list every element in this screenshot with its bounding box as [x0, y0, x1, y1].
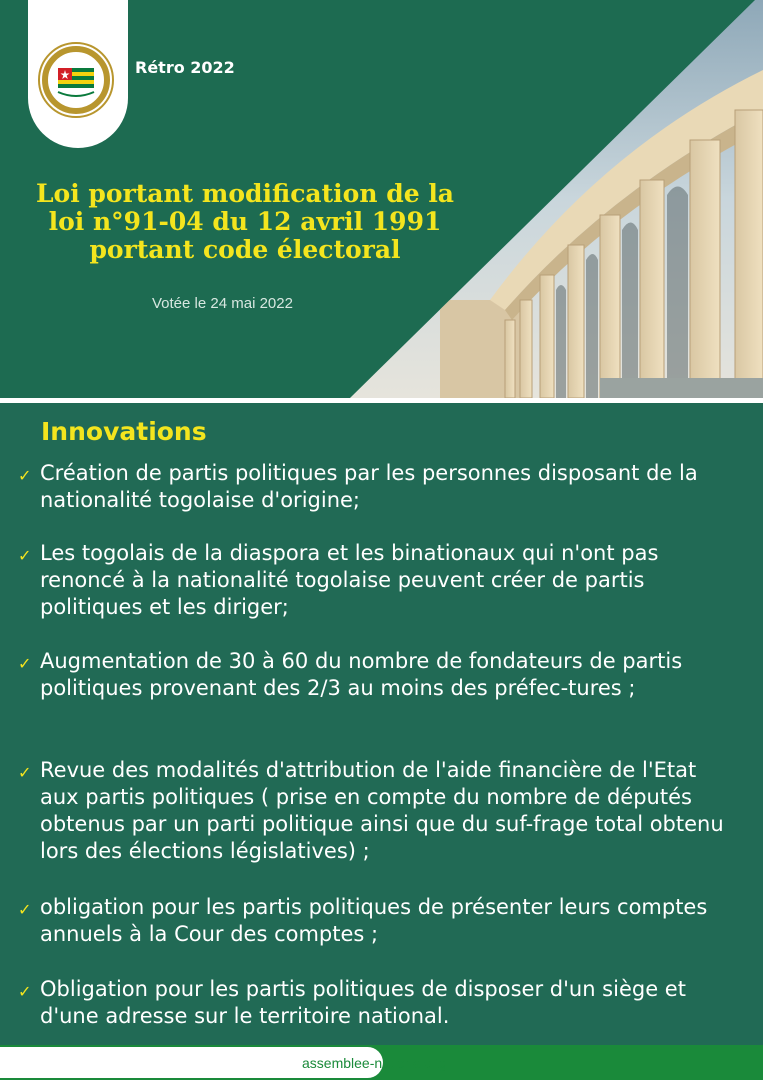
page-title: Loi portant modification de la loi n°91-04 du 12 avril 1991 portant code électoral: [35, 179, 455, 264]
retro-badge: Rétro 2022: [135, 58, 235, 77]
list-item: [18, 460, 738, 514]
check-icon: ✓: [18, 763, 32, 782]
list-item: [18, 894, 738, 948]
check-icon: ✓: [18, 654, 32, 673]
vote-date: Votée le 24 mai 2022: [152, 295, 293, 312]
website-link[interactable]: assemblee-nationale.tg: [302, 1055, 447, 1071]
check-icon: ✓: [18, 466, 32, 485]
list-item-text: Obligation pour les partis politiques de disposer d'un siège et d'une adresse sur le territoire national.: [40, 977, 686, 1028]
innovations-section: [0, 403, 763, 1080]
check-icon: ✓: [18, 982, 32, 1001]
list-item: [18, 648, 738, 702]
list-item: [18, 976, 738, 1030]
list-item-text: Revue des modalités d'attribution de l'aide financière de l'Etat aux partis politiques ( prise en compte du nombre de députés obtenus par un parti politique ainsi que du suf-frage total obtenu lors des élections législatives) ;: [40, 758, 724, 863]
list-item-text: Augmentation de 30 à 60 du nombre de fondateurs de partis politiques provenant des 2/3 au moins des préfec-tures ;: [40, 649, 683, 700]
list-item: [18, 757, 738, 865]
check-icon: ✓: [18, 900, 32, 919]
list-item-text: Création de partis politiques par les personnes disposant de la nationalité togolaise d'origine;: [40, 461, 698, 512]
check-icon: ✓: [18, 546, 32, 565]
list-item-text: obligation pour les partis politiques de présenter leurs comptes annuels à la Cour des comptes ;: [40, 895, 708, 946]
header-section: [0, 0, 763, 398]
assemblee-nationale-emblem-icon: [36, 40, 116, 120]
list-item-text: Les togolais de la diaspora et les binationaux qui n'ont pas renoncé à la nationalité togolaise peuvent créer de partis politiques et les diriger;: [40, 541, 659, 619]
section-title: Innovations: [41, 417, 207, 446]
list-item: [18, 540, 738, 621]
